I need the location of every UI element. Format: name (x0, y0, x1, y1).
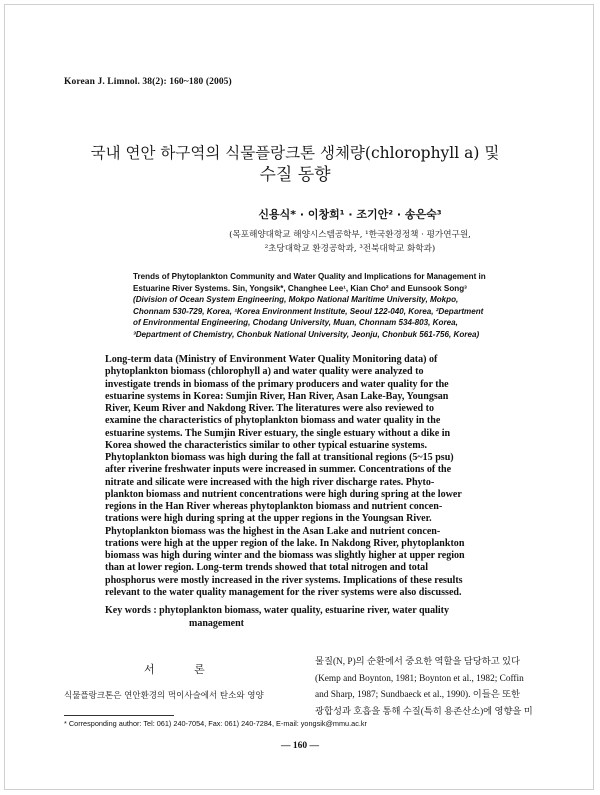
abstract-line: River, Keum River and Nakdong River. The literatures were also reviewed to (105, 403, 435, 414)
affiliation-line-2: ²초당대학교 환경공학과, ³전북대학교 화학과) (264, 244, 436, 254)
english-title-line: Trends of Phytoplankton Community and Water Quality and Implications for Management in (133, 272, 486, 281)
right-column-line: and Sharp, 1987; Sundbaeck et al., 1990). 이들은 또한 (315, 690, 520, 700)
english-title-line: Estuarine River Systems. Sin, Yongsik*, Changhee Lee¹, Kian Cho² and Eunsook Song³ (133, 283, 467, 293)
abstract-line: biomass was high during winter and the biomass was slightly higher at upper region (105, 550, 465, 561)
right-column-text (315, 654, 555, 720)
affiliations (175, 228, 525, 256)
abstract-line: trations were high at the upper region of the lake. In Nakdong River, phytoplankton (105, 537, 465, 549)
english-title-line: Chonnam 530-729, Korea, ¹Korea Environment Institute, Seoul 122-040, Korea, ²Department (133, 306, 484, 316)
abstract-line: regions in the Han River whereas phytoplankton biomass and nutrient concen- (105, 501, 443, 512)
abstract-line: investigate trends in biomass of the primary producers and water quality for the (105, 378, 449, 390)
affiliation-line-1: (목포해양대학교 해양시스템공학부, ¹한국환경정책 · 평가연구원, (229, 230, 471, 240)
abstract-line: after riverine freshwater inputs were increased in summer. Concentrations of the (105, 464, 452, 476)
section-heading-introduction: 서 론 (144, 663, 223, 676)
right-column-line: 광합성과 호흡을 통해 수질(특히 용존산소)에 영향을 미 (315, 706, 533, 717)
english-title-block (133, 271, 533, 341)
abstract-line: phosphorus were mostly increased in the river systems. Implications of these results (105, 574, 463, 586)
abstract-line: phytoplankton biomass (chlorophyll a) and water quality were analyzed to (105, 366, 424, 378)
abstract-line: Long-term data (Ministry of Environment Water Quality Monitoring data) of (105, 354, 438, 365)
keywords-line-2: management (189, 617, 244, 629)
corresponding-author-footnote: * Corresponding author: Tel: 061) 240-7054, Fax: 061) 240-7284, E-mail: yongsik@mmu.ac.kr (64, 719, 367, 728)
abstract-line: estuarine systems. The Sumjin River estuary, the single estuary without a dike in (105, 427, 451, 439)
paper-title (40, 142, 550, 186)
abstract-line: than at lower region. Long-term trends showed that total nitrogen and total (105, 562, 428, 574)
footnote-divider (64, 715, 174, 716)
abstract-line: estuarine systems in Korea: Sumjin River, Han River, Asan Lake-Bay, Youngsan (105, 390, 449, 402)
english-title-line: ³Department of Chemistry, Chonbuk National University, Jeonju, Chonbuk 561-756, Korea) (133, 329, 480, 339)
abstract-line: Korea showed the characteristics similar to other typical estuarine systems. (105, 439, 428, 451)
abstract-line: relevant to the water quality management for the river systems were also discussed. (105, 586, 462, 598)
right-column-line: 물질(N, P)의 순환에서 중요한 역할을 담당하고 있다 (315, 657, 520, 667)
abstract-line: Phytoplankton biomass was the highest in the Asan Lake and nutrient concen- (105, 525, 441, 537)
title-line-1: 국내 연안 하구역의 식물플랑크톤 생체량(chlorophyll a) 및 (90, 144, 500, 162)
abstract-line: examine the characteristics of phytoplankton biomass and water quality in the (105, 415, 441, 427)
abstract-line: nitrate and silicate were increased with the high river discharge rates. Phyto- (105, 476, 435, 488)
keywords-line-1: Key words : phytoplankton biomass, water quality, estuarine river, water quality (105, 605, 449, 616)
abstract-line: trations were high during spring at the upper regions in the Youngsan River. (105, 513, 432, 525)
title-line-2: 수질 동향 (259, 165, 331, 185)
author-list: 신용식* · 이창희¹ · 조기안² · 송은숙³ (258, 208, 442, 221)
journal-citation: Korean J. Limnol. 38(2): 160~180 (2005) (64, 77, 232, 87)
abstract-line: Phytoplankton biomass was high during the fall at transitional regions (5~15 psu) (105, 452, 454, 463)
abstract-line: plankton biomass and nutrient concentrations were high during spring at the lower (105, 488, 462, 500)
english-title-line: (Division of Ocean System Engineering, Mokpo National Maritime University, Mokpo, (133, 295, 459, 305)
right-column-line: (Kemp and Boynton, 1981; Boynton et al., 1982; Coffin (315, 673, 524, 684)
english-title-line: of Environmental Engineering, Chodang University, Muan, Chonnam 534-803, Korea, (133, 318, 458, 328)
left-column-text: 식물플랑크톤은 연안환경의 먹이사슬에서 탄소와 영양 (64, 691, 264, 701)
abstract (105, 354, 537, 599)
page-number: — 160 — (281, 741, 319, 751)
keywords (105, 605, 545, 630)
